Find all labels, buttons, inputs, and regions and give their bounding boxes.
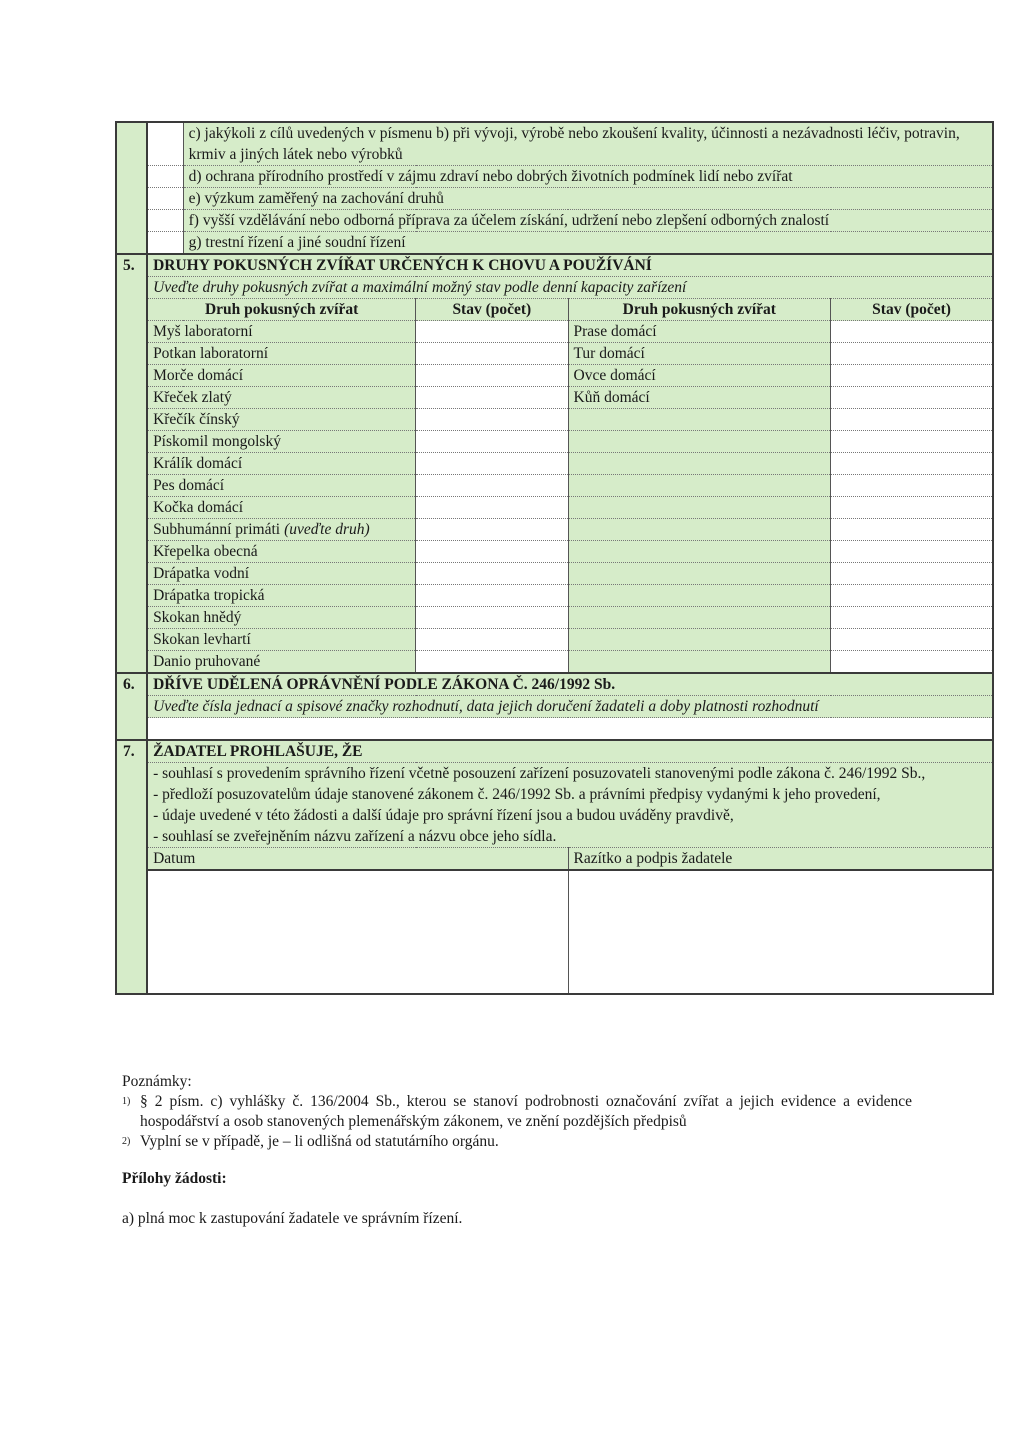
species-row bbox=[117, 475, 992, 497]
species-name bbox=[147, 629, 416, 651]
count-field[interactable] bbox=[831, 431, 992, 453]
species-row bbox=[117, 387, 992, 409]
purpose-checkbox[interactable] bbox=[147, 210, 183, 232]
footnote-text: § 2 písm. c) vyhlášky č. 136/2004 Sb., kterou se stanoví podrobnosti označování zvířat a jejich evidence a evidence hospodářství a osob stanovených plemenářským zákonem, ve znění pozdějších předpisů bbox=[140, 1093, 912, 1130]
species-name bbox=[568, 585, 831, 607]
footnote-mark: 1) bbox=[122, 1096, 131, 1107]
species-name bbox=[568, 453, 831, 475]
species-name bbox=[147, 431, 416, 453]
footnote bbox=[122, 1092, 912, 1132]
species-name bbox=[568, 563, 831, 585]
species-name bbox=[568, 519, 831, 541]
species-name bbox=[147, 365, 416, 387]
count-field[interactable] bbox=[831, 607, 992, 629]
purpose-checkbox[interactable] bbox=[147, 232, 183, 255]
count-field[interactable] bbox=[831, 321, 992, 343]
count-field[interactable] bbox=[831, 563, 992, 585]
count-field[interactable] bbox=[831, 541, 992, 563]
species-name bbox=[568, 651, 831, 674]
species-label: Subhumánní primáti bbox=[153, 521, 281, 538]
species-label: Drápatka tropická bbox=[153, 587, 265, 604]
species-row bbox=[117, 585, 992, 607]
form-table bbox=[117, 123, 992, 993]
purpose-checkbox[interactable] bbox=[147, 188, 183, 210]
species-name bbox=[147, 563, 416, 585]
date-label: Datum bbox=[147, 848, 568, 871]
purpose-row bbox=[117, 188, 992, 210]
species-label: Skokan hnědý bbox=[153, 609, 242, 626]
signature-field[interactable] bbox=[568, 870, 992, 993]
count-field[interactable] bbox=[416, 497, 568, 519]
section-title: DRUHY POKUSNÝCH ZVÍŘAT URČENÝCH K CHOVU A POUŽÍVÁNÍ bbox=[147, 254, 992, 277]
section-5 bbox=[117, 254, 992, 321]
species-name bbox=[147, 541, 416, 563]
column-header-species: Druh pokusných zvířat bbox=[147, 299, 416, 321]
species-row bbox=[117, 651, 992, 674]
species-name bbox=[568, 475, 831, 497]
count-field[interactable] bbox=[831, 519, 992, 541]
species-name bbox=[147, 585, 416, 607]
species-list bbox=[117, 321, 992, 674]
statement: - předloží posuzovatelům údaje stanovené zákonem č. 246/1992 Sb. a právními předpisy vydanými k jeho provedení, bbox=[153, 786, 881, 803]
section-7 bbox=[117, 740, 992, 993]
species-label: Drápatka vodní bbox=[153, 565, 250, 582]
species-row bbox=[117, 431, 992, 453]
species-row bbox=[117, 541, 992, 563]
purpose-row bbox=[117, 232, 992, 255]
attachments-title: Přílohy žádosti: bbox=[122, 1170, 227, 1187]
species-name bbox=[147, 453, 416, 475]
count-field[interactable] bbox=[416, 343, 568, 365]
species-row bbox=[117, 343, 992, 365]
species-label: Danio pruhované bbox=[153, 653, 261, 670]
purpose-row bbox=[117, 210, 992, 232]
section-6 bbox=[117, 673, 992, 740]
count-field[interactable] bbox=[831, 651, 992, 674]
species-row bbox=[117, 321, 992, 343]
species-name bbox=[147, 519, 416, 541]
count-field[interactable] bbox=[416, 519, 568, 541]
footnote-text: Vyplní se v případě, je – li odlišná od statutárního orgánu. bbox=[140, 1133, 499, 1150]
purpose-text: c) jakýkoli z cílů uvedených v písmenu b) při vývoji, výrobě nebo zkoušení kvality, účinnosti a nezávadnosti léčiv, potravin, krmiv a jiných látek nebo výrobků bbox=[183, 123, 992, 166]
species-row bbox=[117, 497, 992, 519]
statement: - údaje uvedené v této žádosti a další údaje pro správní řízení jsou a budou uváděny pravdivě, bbox=[153, 807, 734, 824]
purpose-checkbox[interactable] bbox=[147, 123, 183, 166]
section-number: 6. bbox=[117, 673, 147, 696]
statement: - souhlasí s provedením správního řízení včetně posouzení zařízení posuzovateli stanovenými podle zákona č. 246/1992 Sb., bbox=[153, 765, 926, 782]
count-field[interactable] bbox=[831, 629, 992, 651]
species-name bbox=[568, 497, 831, 519]
species-label: Králík domácí bbox=[153, 455, 243, 472]
species-label: Křepelka obecná bbox=[153, 543, 258, 560]
purpose-row bbox=[117, 166, 992, 188]
column-header-count: Stav (počet) bbox=[831, 299, 992, 321]
section-number: 7. bbox=[117, 740, 147, 763]
footnote-mark: 2) bbox=[122, 1136, 131, 1147]
count-field[interactable] bbox=[416, 365, 568, 387]
count-field[interactable] bbox=[416, 607, 568, 629]
statement: - souhlasí se zveřejněním názvu zařízení a názvu obce jeho sídla. bbox=[153, 828, 557, 845]
species-name bbox=[147, 387, 416, 409]
species-label: Myš laboratorní bbox=[153, 323, 253, 340]
species-label: Skokan levhartí bbox=[153, 631, 251, 648]
primates-note: (uveďte druh) bbox=[284, 521, 370, 538]
purpose-text: e) výzkum zaměřený na zachování druhů bbox=[183, 188, 992, 210]
count-field[interactable] bbox=[831, 387, 992, 409]
species-name bbox=[147, 475, 416, 497]
count-field[interactable] bbox=[831, 365, 992, 387]
attachment-item: a) plná moc k zastupování žadatele ve správním řízení. bbox=[122, 1210, 463, 1227]
species-row bbox=[117, 607, 992, 629]
species-label: Křečík čínský bbox=[153, 411, 240, 428]
count-field[interactable] bbox=[831, 409, 992, 431]
count-field[interactable] bbox=[831, 453, 992, 475]
species-name bbox=[147, 497, 416, 519]
purpose-list bbox=[117, 123, 992, 254]
species-label: Pískomil mongolský bbox=[153, 433, 281, 450]
species-row bbox=[117, 519, 992, 541]
count-field[interactable] bbox=[416, 541, 568, 563]
species-name: Ovce domácí bbox=[568, 365, 831, 387]
species-name bbox=[568, 409, 831, 431]
purpose-checkbox[interactable] bbox=[147, 166, 183, 188]
species-label: Potkan laboratorní bbox=[153, 345, 268, 362]
species-row bbox=[117, 629, 992, 651]
purpose-text: g) trestní řízení a jiné soudní řízení bbox=[183, 232, 992, 255]
notes-title: Poznámky: bbox=[122, 1073, 192, 1090]
count-field[interactable] bbox=[416, 453, 568, 475]
species-name bbox=[568, 541, 831, 563]
count-field[interactable] bbox=[416, 431, 568, 453]
footnote bbox=[122, 1132, 912, 1152]
column-header-count: Stav (počet) bbox=[416, 299, 568, 321]
species-name bbox=[147, 651, 416, 674]
species-name bbox=[568, 607, 831, 629]
species-name bbox=[568, 629, 831, 651]
section-instruction: Uveďte čísla jednací a spisové značky rozhodnutí, data jejich doručení žadateli a doby platnosti rozhodnutí bbox=[147, 696, 992, 718]
species-name bbox=[147, 607, 416, 629]
count-field[interactable] bbox=[831, 343, 992, 365]
count-field[interactable] bbox=[416, 651, 568, 674]
count-field[interactable] bbox=[416, 387, 568, 409]
count-field[interactable] bbox=[831, 475, 992, 497]
species-name: Kůň domácí bbox=[568, 387, 831, 409]
species-row bbox=[117, 453, 992, 475]
count-field[interactable] bbox=[831, 585, 992, 607]
declaration-statements bbox=[147, 763, 992, 848]
section-instruction: Uveďte druhy pokusných zvířat a maximální možný stav podle denní kapacity zařízení bbox=[147, 277, 992, 299]
column-header-species: Druh pokusných zvířat bbox=[568, 299, 831, 321]
species-name: Prase domácí bbox=[568, 321, 831, 343]
date-field[interactable] bbox=[147, 870, 568, 993]
species-name bbox=[568, 431, 831, 453]
section-title: ŽADATEL PROHLAŠUJE, ŽE bbox=[147, 740, 992, 763]
species-label: Morče domácí bbox=[153, 367, 244, 384]
count-field[interactable] bbox=[831, 497, 992, 519]
species-row bbox=[117, 365, 992, 387]
species-name bbox=[147, 321, 416, 343]
application-form bbox=[115, 121, 994, 995]
count-field[interactable] bbox=[416, 563, 568, 585]
species-row bbox=[117, 563, 992, 585]
species-label: Křeček zlatý bbox=[153, 389, 232, 406]
species-name: Tur domácí bbox=[568, 343, 831, 365]
count-field[interactable] bbox=[416, 321, 568, 343]
species-name bbox=[147, 343, 416, 365]
purpose-text: d) ochrana přírodního prostředí v zájmu zdraví nebo dobrých životních podmínek lidí nebo zvířat bbox=[183, 166, 992, 188]
species-label: Pes domácí bbox=[153, 477, 225, 494]
species-row bbox=[117, 409, 992, 431]
notes bbox=[122, 1072, 912, 1152]
species-label: Kočka domácí bbox=[153, 499, 244, 516]
count-field[interactable] bbox=[416, 629, 568, 651]
purpose-row bbox=[117, 123, 992, 166]
section-title: DŘÍVE UDĚLENÁ OPRÁVNĚNÍ PODLE ZÁKONA Č. 246/1992 Sb. bbox=[147, 673, 992, 696]
prior-permits-field[interactable] bbox=[147, 718, 992, 741]
count-field[interactable] bbox=[416, 475, 568, 497]
count-field[interactable] bbox=[416, 409, 568, 431]
species-name bbox=[147, 409, 416, 431]
signature-label: Razítko a podpis žadatele bbox=[568, 848, 992, 871]
count-field[interactable] bbox=[416, 585, 568, 607]
purpose-text: f) vyšší vzdělávání nebo odborná příprava za účelem získání, udržení nebo zlepšení odborných znalostí bbox=[183, 210, 992, 232]
section-number: 5. bbox=[117, 254, 147, 277]
